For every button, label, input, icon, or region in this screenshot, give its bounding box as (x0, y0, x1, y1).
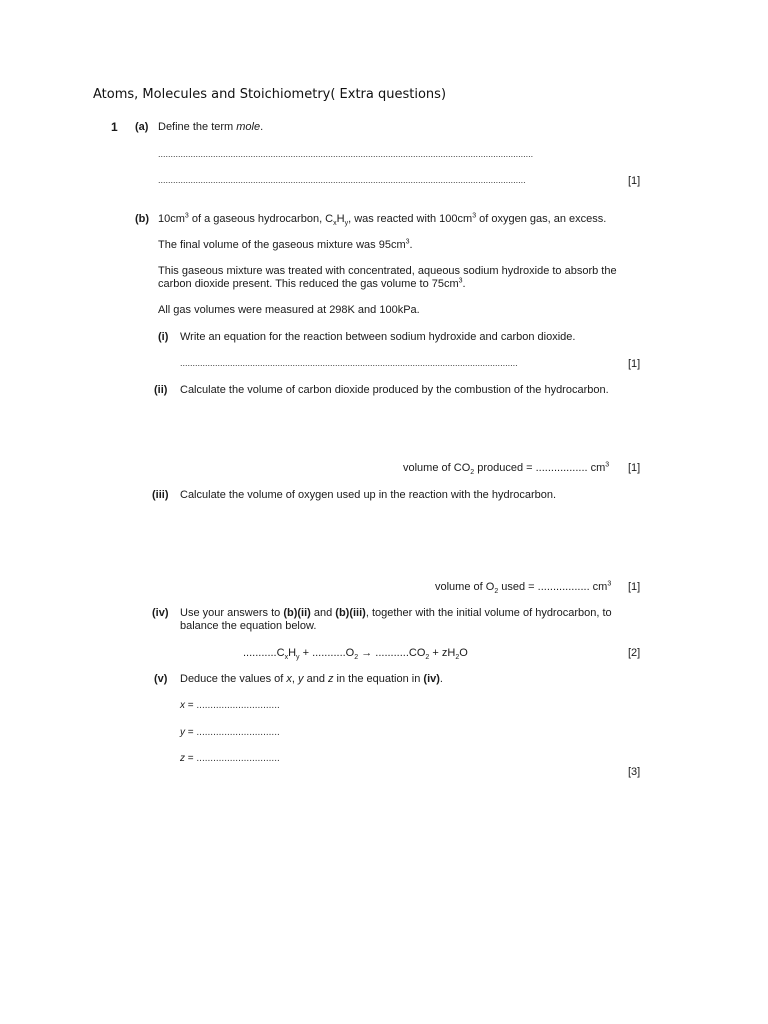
eq-plus-2: + (429, 647, 442, 659)
o2-sub: 2 (494, 588, 499, 596)
part-b-v-marks: [3] (628, 766, 641, 778)
eq-oxygen-coeff: ...........O (312, 647, 355, 659)
part-b-iv-text-line-2: balance the equation below. (180, 620, 317, 632)
part-b-intro (158, 213, 606, 226)
part-a-text-post: . (260, 121, 264, 133)
co2-unit-sup: 3 (605, 461, 610, 469)
eq-co2-coeff: ...........CO (375, 647, 426, 659)
y-label: y (180, 727, 185, 738)
part-a-text-pre: Define the term (158, 121, 237, 133)
iv-ref-ii: (b)(ii) (283, 607, 311, 619)
part-b-iv-marks: [2] (628, 647, 641, 659)
iv-text-pre: Use your answers to (180, 607, 284, 619)
eq-h: H (288, 647, 297, 659)
part-b-i-text: Write an equation for the reaction between sodium hydroxide and carbon dioxide. (180, 331, 576, 343)
part-b-ii-text: Calculate the volume of carbon dioxide produced by the combustion of the hydrocarbon. (180, 384, 609, 396)
part-b-v-text (180, 673, 443, 686)
eq-zh: zH (441, 647, 456, 659)
v-comma: , (291, 673, 299, 685)
part-b-ii-answer[interactable] (403, 462, 609, 475)
part-b-iii-text: Calculate the volume of oxygen used up in the reaction with the hydrocarbon. (180, 489, 557, 501)
x-dots: .............................. (196, 700, 280, 711)
v-text-pre: Deduce the values of (180, 673, 287, 685)
eq-sub-2b: 2 (425, 654, 430, 662)
v-text-end: . (439, 673, 443, 685)
conditions-text: All gas volumes were measured at 298K and 100kPa. (158, 304, 420, 316)
part-a-answer-line-2[interactable]: ................................................................................................................................................... (158, 175, 526, 185)
iv-text-post: , together with the initial volume of hydrocarbon, to (365, 607, 612, 619)
co2-answer-mid: produced = ................. cm (474, 462, 606, 474)
part-b-iii-label: (iii) (152, 489, 169, 501)
question-number: 1 (111, 120, 118, 134)
z-eq: = (185, 753, 197, 764)
part-b-v-label: (v) (154, 673, 168, 685)
document-title: Atoms, Molecules and Stoichiometry( Extra questions) (93, 87, 447, 102)
part-b-iii-marks: [1] (628, 581, 641, 593)
eq-sub-2a: 2 (354, 654, 359, 662)
part-b-label: (b) (135, 213, 150, 225)
eq-sub-y: y (296, 654, 300, 662)
eq-sub-2c: 2 (455, 654, 460, 662)
v-var-y: y (298, 673, 304, 685)
z-label: z (180, 753, 185, 764)
y-eq: = (185, 727, 197, 738)
co2-answer-pre: volume of CO (403, 462, 471, 474)
sup-3d: 3 (458, 277, 463, 285)
treated-line2-main: carbon dioxide present. This reduced the gas volume to 75cm (158, 278, 459, 290)
part-b-i-answer-line[interactable]: ....................................................................................................................................... (180, 358, 518, 368)
eq-sub-x: x (284, 654, 289, 662)
final-volume-end: . (409, 239, 413, 251)
sub-y: y (344, 220, 349, 228)
part-a-marks: [1] (628, 175, 641, 187)
intro-excess: of oxygen gas, an excess. (476, 213, 607, 225)
sup-3c: 3 (405, 238, 410, 246)
iv-ref-iii: (b)(iii) (335, 607, 366, 619)
z-answer[interactable] (180, 752, 280, 765)
treated-text-line-2 (158, 278, 466, 291)
z-dots: .............................. (196, 753, 280, 764)
o2-unit-sup: 3 (607, 580, 612, 588)
treated-end: . (462, 278, 466, 290)
eq-arrow: → (358, 647, 376, 659)
o2-answer-pre: volume of O (435, 581, 495, 593)
part-b-ii-marks: [1] (628, 462, 641, 474)
eq-o: O (459, 647, 468, 659)
balancing-equation[interactable] (243, 647, 468, 660)
intro-oxygen-volume: , was reacted with 100cm (348, 213, 473, 225)
x-label: x (180, 700, 185, 711)
part-a-label: (a) (135, 121, 149, 133)
x-eq: = (185, 700, 197, 711)
intro-volume: 10cm (158, 213, 185, 225)
part-b-i-label: (i) (158, 331, 169, 343)
part-a-answer-line-1[interactable]: ...................................................................................................................................................... (158, 149, 534, 159)
sup-3: 3 (184, 212, 189, 220)
treated-text-line-1: This gaseous mixture was treated with concentrated, aqueous sodium hydroxide to absorb the (158, 265, 617, 277)
part-a-text (158, 121, 263, 134)
part-b-ii-label: (ii) (154, 384, 168, 396)
v-ref-iv: (iv) (423, 673, 440, 685)
intro-h: H (336, 213, 345, 225)
part-a-term: mole (236, 121, 261, 133)
v-var-z: z (328, 673, 334, 685)
o2-answer-mid: used = ................. cm (498, 581, 608, 593)
sub-x: x (333, 220, 337, 228)
x-answer[interactable] (180, 699, 280, 712)
v-and: and (303, 673, 328, 685)
y-answer[interactable] (180, 726, 280, 739)
intro-hydrocarbon: of a gaseous hydrocarbon, C (188, 213, 334, 225)
final-volume-main: The final volume of the gaseous mixture was 95cm (158, 239, 406, 251)
v-var-x: x (286, 673, 292, 685)
y-dots: .............................. (196, 727, 280, 738)
part-b-i-marks: [1] (628, 358, 641, 370)
part-b-iv-text-line-1 (180, 607, 612, 620)
part-b-iii-answer[interactable] (435, 581, 611, 594)
iv-text-mid: and (310, 607, 336, 619)
eq-plus-1: + (299, 647, 313, 659)
final-volume-text (158, 239, 413, 252)
sup-3b: 3 (472, 212, 477, 220)
v-text-mid: in the equation in (333, 673, 424, 685)
eq-hydrocarbon-coeff: ...........C (243, 647, 285, 659)
co2-sub: 2 (470, 469, 475, 477)
part-b-iv-label: (iv) (152, 607, 169, 619)
